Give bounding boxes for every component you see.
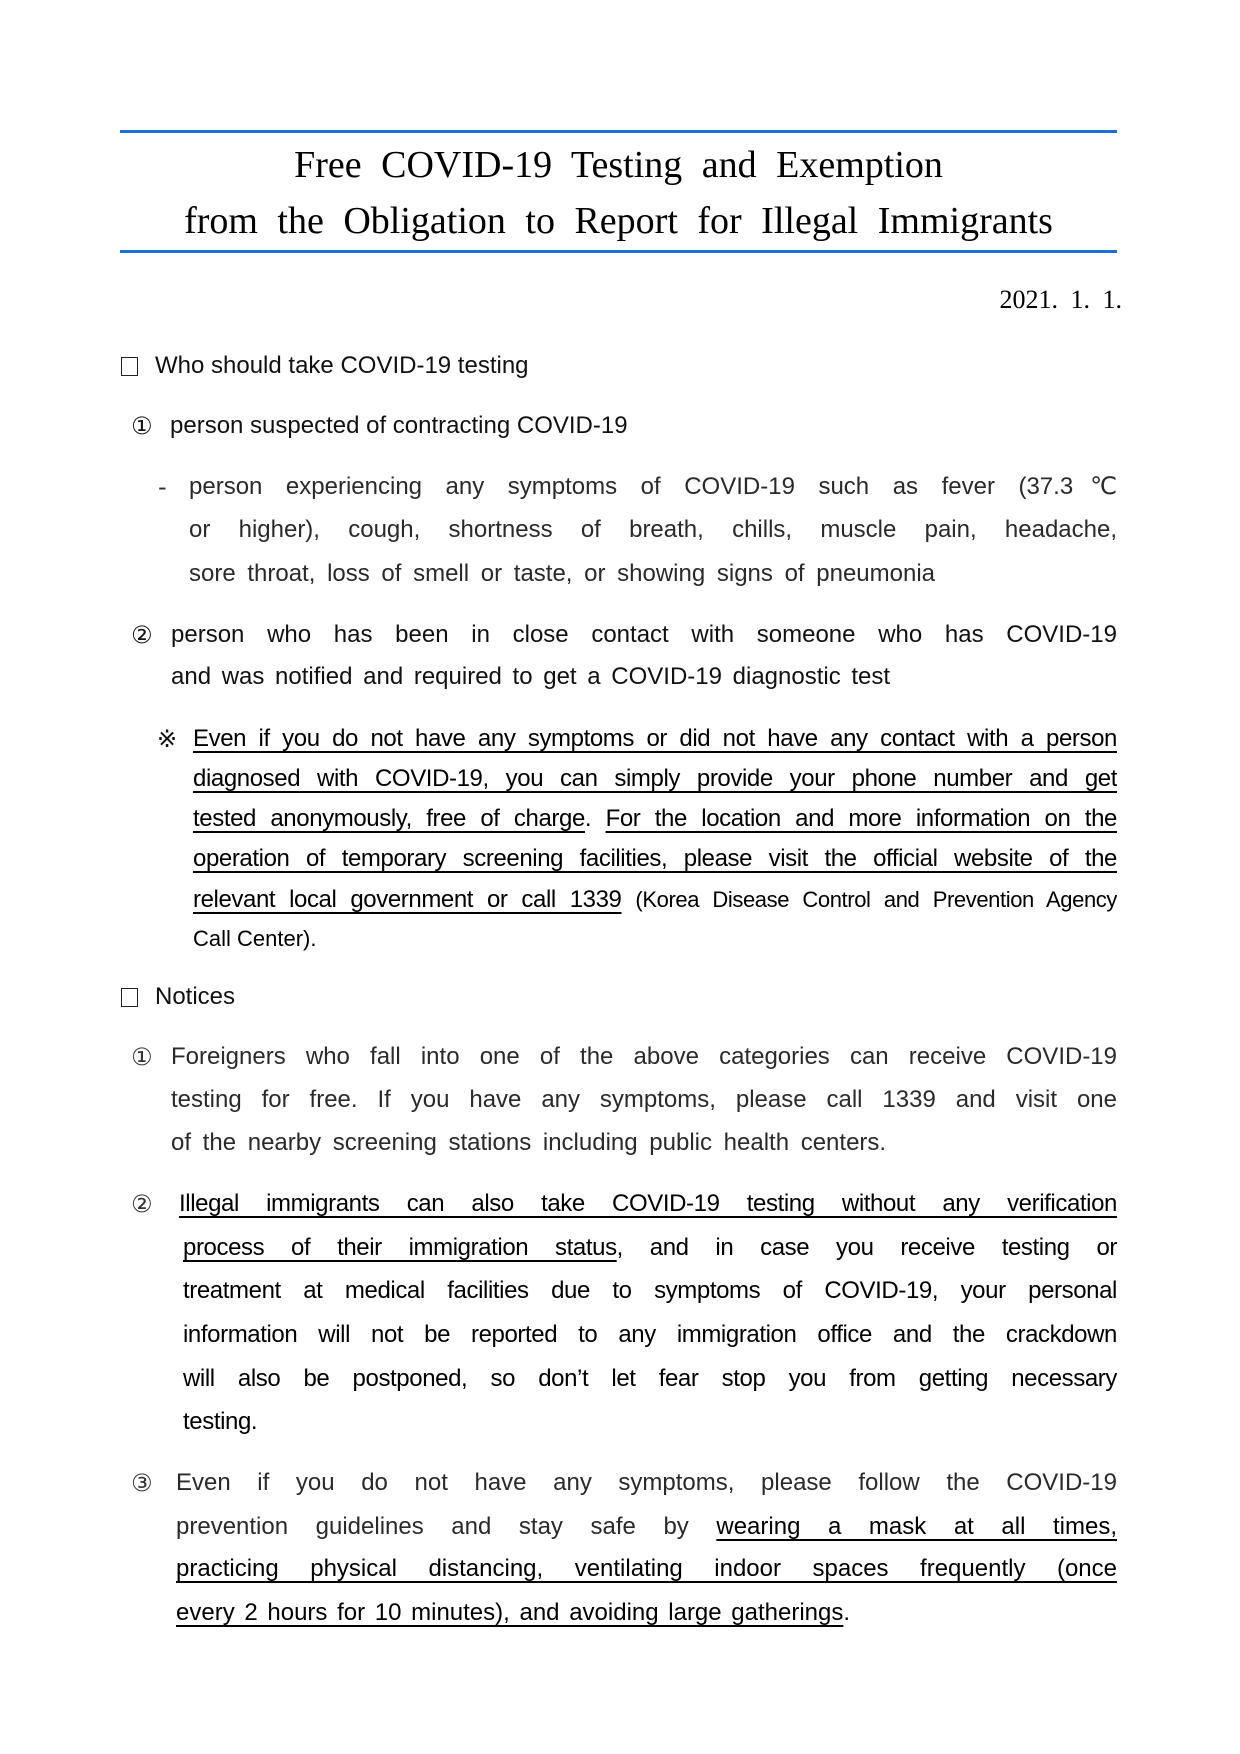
symptoms-line-2: or higher), cough, shortness of breath, chills, muscle pain, headache, <box>189 516 1117 543</box>
note-location-info: For the location and more information on the <box>605 805 1117 832</box>
note-free-of-charge: tested anonymously, free of charge <box>193 805 585 832</box>
note-line-2-text: diagnosed with COVID-19, you can simply provide your phone number and get <box>193 765 1117 792</box>
notice-1-line-1: Foreigners who fall into one of the above categories can receive COVID-19 <box>171 1043 1117 1070</box>
reference-mark-icon: ※ <box>157 725 178 753</box>
title-top-rule <box>120 130 1117 133</box>
notice-3-line-4 <box>176 1598 850 1628</box>
item-suspected-person: person suspected of contracting COVID-19 <box>170 412 628 439</box>
note-line-1 <box>193 724 1117 754</box>
notice-3-line-1: Even if you do not have any symptoms, please follow the COVID-19 <box>176 1469 1117 1496</box>
symptoms-line-1: person experiencing any symptoms of COVID-19 such as fever (37.3℃ <box>189 473 1117 500</box>
symptoms-line-3: sore throat, loss of smell or taste, or showing signs of pneumonia <box>189 560 936 587</box>
notice-2-line-4: information will not be reported to any immigration office and the crackdown <box>183 1321 1117 1348</box>
circled-number-3-icon: ③ <box>131 1469 153 1497</box>
notice-3-period: . <box>843 1599 851 1626</box>
note-line-4-text: operation of temporary screening facilities, please visit the official website of the <box>193 845 1117 872</box>
note-line-5 <box>193 885 1117 915</box>
circled-number-1-icon: ① <box>131 1043 153 1071</box>
notice-2-line-6: testing. <box>183 1408 258 1435</box>
circled-number-2-icon: ② <box>131 1190 153 1218</box>
notice-2-line-2 <box>183 1233 1117 1263</box>
note-kdca-name: (Korea Disease Control and Prevention Agency <box>635 887 1117 912</box>
notice-2-line-5: will also be postponed, so don’t let fear stop you from getting necessary <box>183 1365 1117 1392</box>
note-line-1-text: Even if you do not have any symptoms or did not have any contact with a person <box>193 725 1117 752</box>
title-line-2: from the Obligation to Report for Illegal Immigrants <box>184 200 1053 242</box>
section-heading-notices: Notices <box>155 983 236 1010</box>
title-bottom-rule <box>120 250 1117 253</box>
note-line-6: Call Center). <box>193 926 317 951</box>
notice-3-guidelines-text: prevention guidelines and stay safe by <box>176 1513 689 1540</box>
notice-3-avoid-gatherings: every 2 hours for 10 minutes), and avoiding large gatherings <box>176 1599 844 1626</box>
circled-number-2-icon: ② <box>131 621 153 649</box>
square-bullet-icon <box>121 357 138 376</box>
notice-2-line-2-rest: , and in case you receive testing or <box>616 1234 1117 1261</box>
notice-3-line-3-text: practicing physical distancing, ventilating indoor spaces frequently (once <box>176 1555 1117 1582</box>
square-bullet-icon <box>121 988 138 1007</box>
note-line-4 <box>193 844 1117 874</box>
notice-3-wear-mask: wearing a mask at all times, <box>716 1513 1117 1540</box>
note-line-2 <box>193 764 1117 794</box>
notice-3-line-3 <box>176 1554 1117 1584</box>
close-contact-line-2: and was notified and required to get a COVID-19 diagnostic test <box>171 663 891 690</box>
notice-1-line-2: testing for free. If you have any symptoms, please call 1339 and visit one <box>171 1086 1117 1113</box>
close-contact-line-1: person who has been in close contact with someone who has COVID-19 <box>171 621 1117 648</box>
notice-2-line-1-text: Illegal immigrants can also take COVID-19 testing without any verification <box>179 1190 1117 1217</box>
dash-bullet-icon: - <box>158 473 167 501</box>
section-heading-who-should-test: Who should take COVID-19 testing <box>155 352 529 379</box>
document-date: 2021. 1. 1. <box>999 285 1122 314</box>
circled-number-1-icon: ① <box>131 412 153 440</box>
notice-3-line-2 <box>176 1512 1117 1542</box>
note-period: . <box>584 805 592 832</box>
notice-1-line-3: of the nearby screening stations including public health centers. <box>171 1129 887 1156</box>
notice-2-line-1 <box>179 1189 1117 1219</box>
title-line-1: Free COVID-19 Testing and Exemption <box>294 144 943 186</box>
notice-2-line-3: treatment at medical facilities due to symptoms of COVID-19, your personal <box>183 1277 1117 1304</box>
notice-2-immigration-status: process of their immigration status <box>183 1234 617 1261</box>
note-line-3 <box>193 804 1117 834</box>
note-call-1339: relevant local government or call 1339 <box>193 886 622 913</box>
